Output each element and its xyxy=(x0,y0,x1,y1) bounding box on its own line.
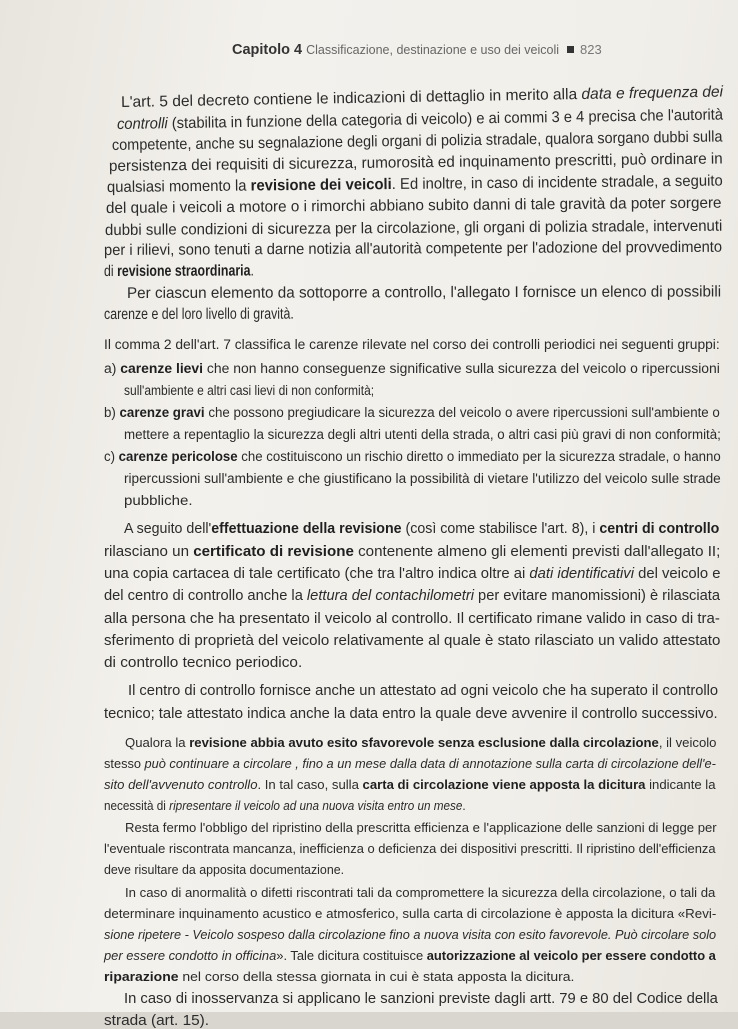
text-segment: qualsiasi momento la xyxy=(106,177,251,196)
text-line xyxy=(104,841,716,856)
text-segment: sull'ambiente e altri casi lievi di non conformità; xyxy=(124,383,375,399)
bold-term: carenze gravi xyxy=(119,405,205,421)
text-segment: nel corso della stessa giornata in cui è stata apposta la dicitura. xyxy=(178,969,575,984)
italic-term: Veicolo sospeso dalla circolazione fino a nuova visita con esito favorevole. Può circolare solo xyxy=(192,927,717,942)
bold-term: carenze pericolose xyxy=(118,449,238,465)
text-segment: di controllo tecnico periodico. xyxy=(104,655,303,671)
text-line xyxy=(104,566,721,582)
bold-term: revisione straordinaria xyxy=(117,262,251,280)
text-line xyxy=(104,361,720,377)
text-segment: dubbi sulle condizioni di sicurezza per la circolazione, gli organi di polizia stradale, intervenuti xyxy=(104,217,723,239)
text-segment: una copia cartacea di tale certificato (che tra l'altro indica oltre ai xyxy=(104,566,530,582)
text-line xyxy=(104,798,466,813)
text-line xyxy=(104,337,720,353)
bold-term: revisione dei veicoli xyxy=(250,176,392,195)
text-segment: In caso di anormalità o difetti riscontrati tali da compromettere la sicurezza della circolazione, o tali da xyxy=(125,885,716,900)
bold-term: effettuazione della revisione xyxy=(211,521,402,537)
bold-term: centri di controllo xyxy=(599,521,720,537)
italic-term: per essere condotto in officina xyxy=(104,948,277,963)
bold-term: certificato di revisione xyxy=(193,544,354,560)
text-segment: persistenza dei requisiti di sicurezza, rumorosità ed inquinamento prescritti, può ordinare in xyxy=(108,150,723,175)
text-segment: necessità di xyxy=(104,798,170,813)
text-segment: Per ciascun elemento da sottoporre a controllo, l'allegato I fornisce un elenco di possibili xyxy=(126,283,722,302)
text-line xyxy=(125,820,717,835)
text-line xyxy=(104,611,720,627)
text-segment: di xyxy=(103,262,118,280)
text-line xyxy=(124,493,193,509)
text-segment: che possono pregiudicare la sicurezza del veicolo o avere ripercussioni sull'ambiente o xyxy=(204,405,720,421)
text-line xyxy=(106,195,722,218)
text-line xyxy=(104,862,344,877)
bold-term: autorizzazione al veicolo per essere condotto a xyxy=(426,948,716,963)
text-segment: pubbliche. xyxy=(124,493,193,509)
text-segment: L'art. 5 del decreto contiene le indicazioni di dettaglio in merito alla xyxy=(120,85,582,111)
text-segment: b) xyxy=(104,405,120,421)
text-line xyxy=(104,306,294,324)
text-line xyxy=(104,239,722,260)
text-segment: che costituiscono un rischio diretto o immediato per la sicurezza stradale, o hanno xyxy=(237,449,721,465)
chapter-label: Capitolo 4 xyxy=(232,42,303,58)
text-segment: alla persona che ha presentato il veicolo al controllo. Il certificato rimane valido in caso di tra- xyxy=(104,611,720,627)
italic-term: ripresentare il veicolo ad una nuova visita entro un mese xyxy=(169,798,463,813)
text-line xyxy=(105,218,722,240)
text-segment: tecnico; tale attestato indica anche la data entro la quale deve avvenire il controllo successivo. xyxy=(104,706,718,722)
text-line xyxy=(125,735,716,750)
text-segment: Il comma 2 dell'art. 7 classifica le carenze rilevate nel corso dei controlli periodici nei seguenti gruppi: xyxy=(104,337,720,353)
text-segment: per i rilievi, sono tenuti a darne notizia all'autorità competente per l'adozione del provvedimento xyxy=(103,238,723,259)
text-segment: l'eventuale riscontrata mancanza, inefficienza o deficienza dei dispositivi prescritti. Il ripristino dell'efficienza xyxy=(104,841,716,856)
square-bullet-icon xyxy=(567,46,574,53)
bold-term: carenze lievi xyxy=(120,361,204,377)
text-line xyxy=(124,521,719,537)
text-line xyxy=(128,683,718,699)
text-line xyxy=(104,927,716,942)
text-segment: . xyxy=(462,798,466,813)
text-segment: In caso di inosservanza si applicano le sanzioni previste dagli artt. 79 e 80 del Codice della xyxy=(124,991,718,1007)
italic-term: può continuare a circolare , fino a un mese dalla data di annotazione sulla carta di circolazione dell'e- xyxy=(144,756,716,771)
text-line xyxy=(104,777,716,792)
text-segment: competente, anche su segnalazione degli organi di polizia stradale, qualora sorgano dubbi sulla xyxy=(111,128,723,154)
text-segment: . Ed inoltre, in caso di incidente stradale, a seguito xyxy=(391,172,723,194)
bold-term: carta di circolazione viene apposta la dicitura xyxy=(362,777,646,792)
text-segment: del veicolo e xyxy=(634,566,721,582)
text-line xyxy=(127,283,721,303)
text-line xyxy=(104,588,720,604)
running-header xyxy=(232,42,732,58)
text-line xyxy=(104,1013,209,1029)
text-segment: rilasciano un xyxy=(104,544,194,560)
text-segment: c) xyxy=(104,449,119,465)
text-segment: ». Tale dicitura costituisce xyxy=(276,948,427,963)
text-segment: del quale i veicoli a motore o i rimorchi abbiano subito danni di tale gravità da poter sorgere xyxy=(105,194,722,217)
text-segment: A seguito dell' xyxy=(124,521,212,537)
text-line xyxy=(104,969,574,984)
page-number: 823 xyxy=(580,42,602,57)
text-segment: per evitare manomissioni) è rilasciata xyxy=(473,588,721,604)
text-segment: strada (art. 15). xyxy=(104,1013,210,1029)
text-segment: sferimento di proprietà del veicolo relativamente al quale è stato rilasciato un valido attestato xyxy=(104,633,721,649)
text-line xyxy=(124,427,721,443)
text-line xyxy=(104,655,302,671)
bold-term: revisione abbia avuto esito sfavorevole senza esclusione dalla circolazione xyxy=(189,735,659,750)
text-line xyxy=(104,262,254,281)
text-segment: mettere a repentaglio la sicurezza degli altri utenti della strada, o altri casi più gravi di non conformità; xyxy=(124,427,721,443)
text-segment: del centro di controllo anche la xyxy=(104,588,307,604)
text-segment: , il veicolo xyxy=(658,735,717,750)
text-line xyxy=(104,756,716,771)
text-segment: indicante la xyxy=(645,777,716,792)
italic-term: dati identificativi xyxy=(529,566,635,582)
text-line xyxy=(104,948,716,963)
text-line xyxy=(104,906,716,921)
text-segment: che non hanno conseguenze significative sulla sicurezza del veicolo o ripercussioni xyxy=(203,361,720,377)
text-segment: (stabilita in funzione della categoria di veicolo) e ai commi 3 e 4 precisa che l'autorità xyxy=(167,106,724,133)
text-line xyxy=(124,471,721,487)
text-line xyxy=(104,405,720,421)
text-line xyxy=(104,544,720,560)
text-line xyxy=(124,383,374,399)
text-segment: . xyxy=(250,262,254,280)
italic-term: sito dell'avvenuto controllo xyxy=(104,777,258,792)
text-segment: determinare inquinamento acustico e atmosferico, sulla carta di circolazione è apposta la dicitura «Revi- xyxy=(104,906,717,921)
italic-term: lettura del contachilometri xyxy=(306,588,474,604)
text-segment: deve risultare da apposita documentazione. xyxy=(104,862,345,877)
text-segment: ripercussioni sull'ambiente e che giustificano la possibilità di vietare l'utilizzo del veicolo sulle strade xyxy=(124,471,721,487)
text-line xyxy=(104,449,721,465)
text-line xyxy=(107,173,723,197)
italic-term: controlli xyxy=(116,115,168,133)
italic-term: sione ripetere - xyxy=(104,927,193,942)
text-segment: . In tal caso, sulla xyxy=(257,777,363,792)
text-segment: carenze e del loro livello di gravità. xyxy=(103,305,294,323)
text-segment: contenente almeno gli elementi previsti dall'allegato II; xyxy=(353,544,721,560)
text-segment: stesso xyxy=(104,756,145,771)
text-segment: (così come stabilisce l'art. 8), i xyxy=(401,521,600,537)
text-segment: Resta fermo l'obbligo del ripristino della prescritta efficienza e l'applicazione delle sanzioni di legge per xyxy=(125,820,717,835)
text-line xyxy=(124,991,718,1007)
text-line xyxy=(104,706,718,722)
text-segment: Qualora la xyxy=(125,735,190,750)
text-line xyxy=(104,633,720,649)
bold-term: riparazione xyxy=(104,969,179,984)
text-segment: a) xyxy=(104,361,121,377)
text-segment: Il centro di controllo fornisce anche un attestato ad ogni veicolo che ha superato il controllo xyxy=(128,683,719,699)
text-line xyxy=(125,885,715,900)
italic-term: data e frequenza dei xyxy=(581,83,724,103)
text-line xyxy=(109,151,723,176)
chapter-subtitle: Classificazione, destinazione e uso dei veicoli xyxy=(306,43,560,57)
